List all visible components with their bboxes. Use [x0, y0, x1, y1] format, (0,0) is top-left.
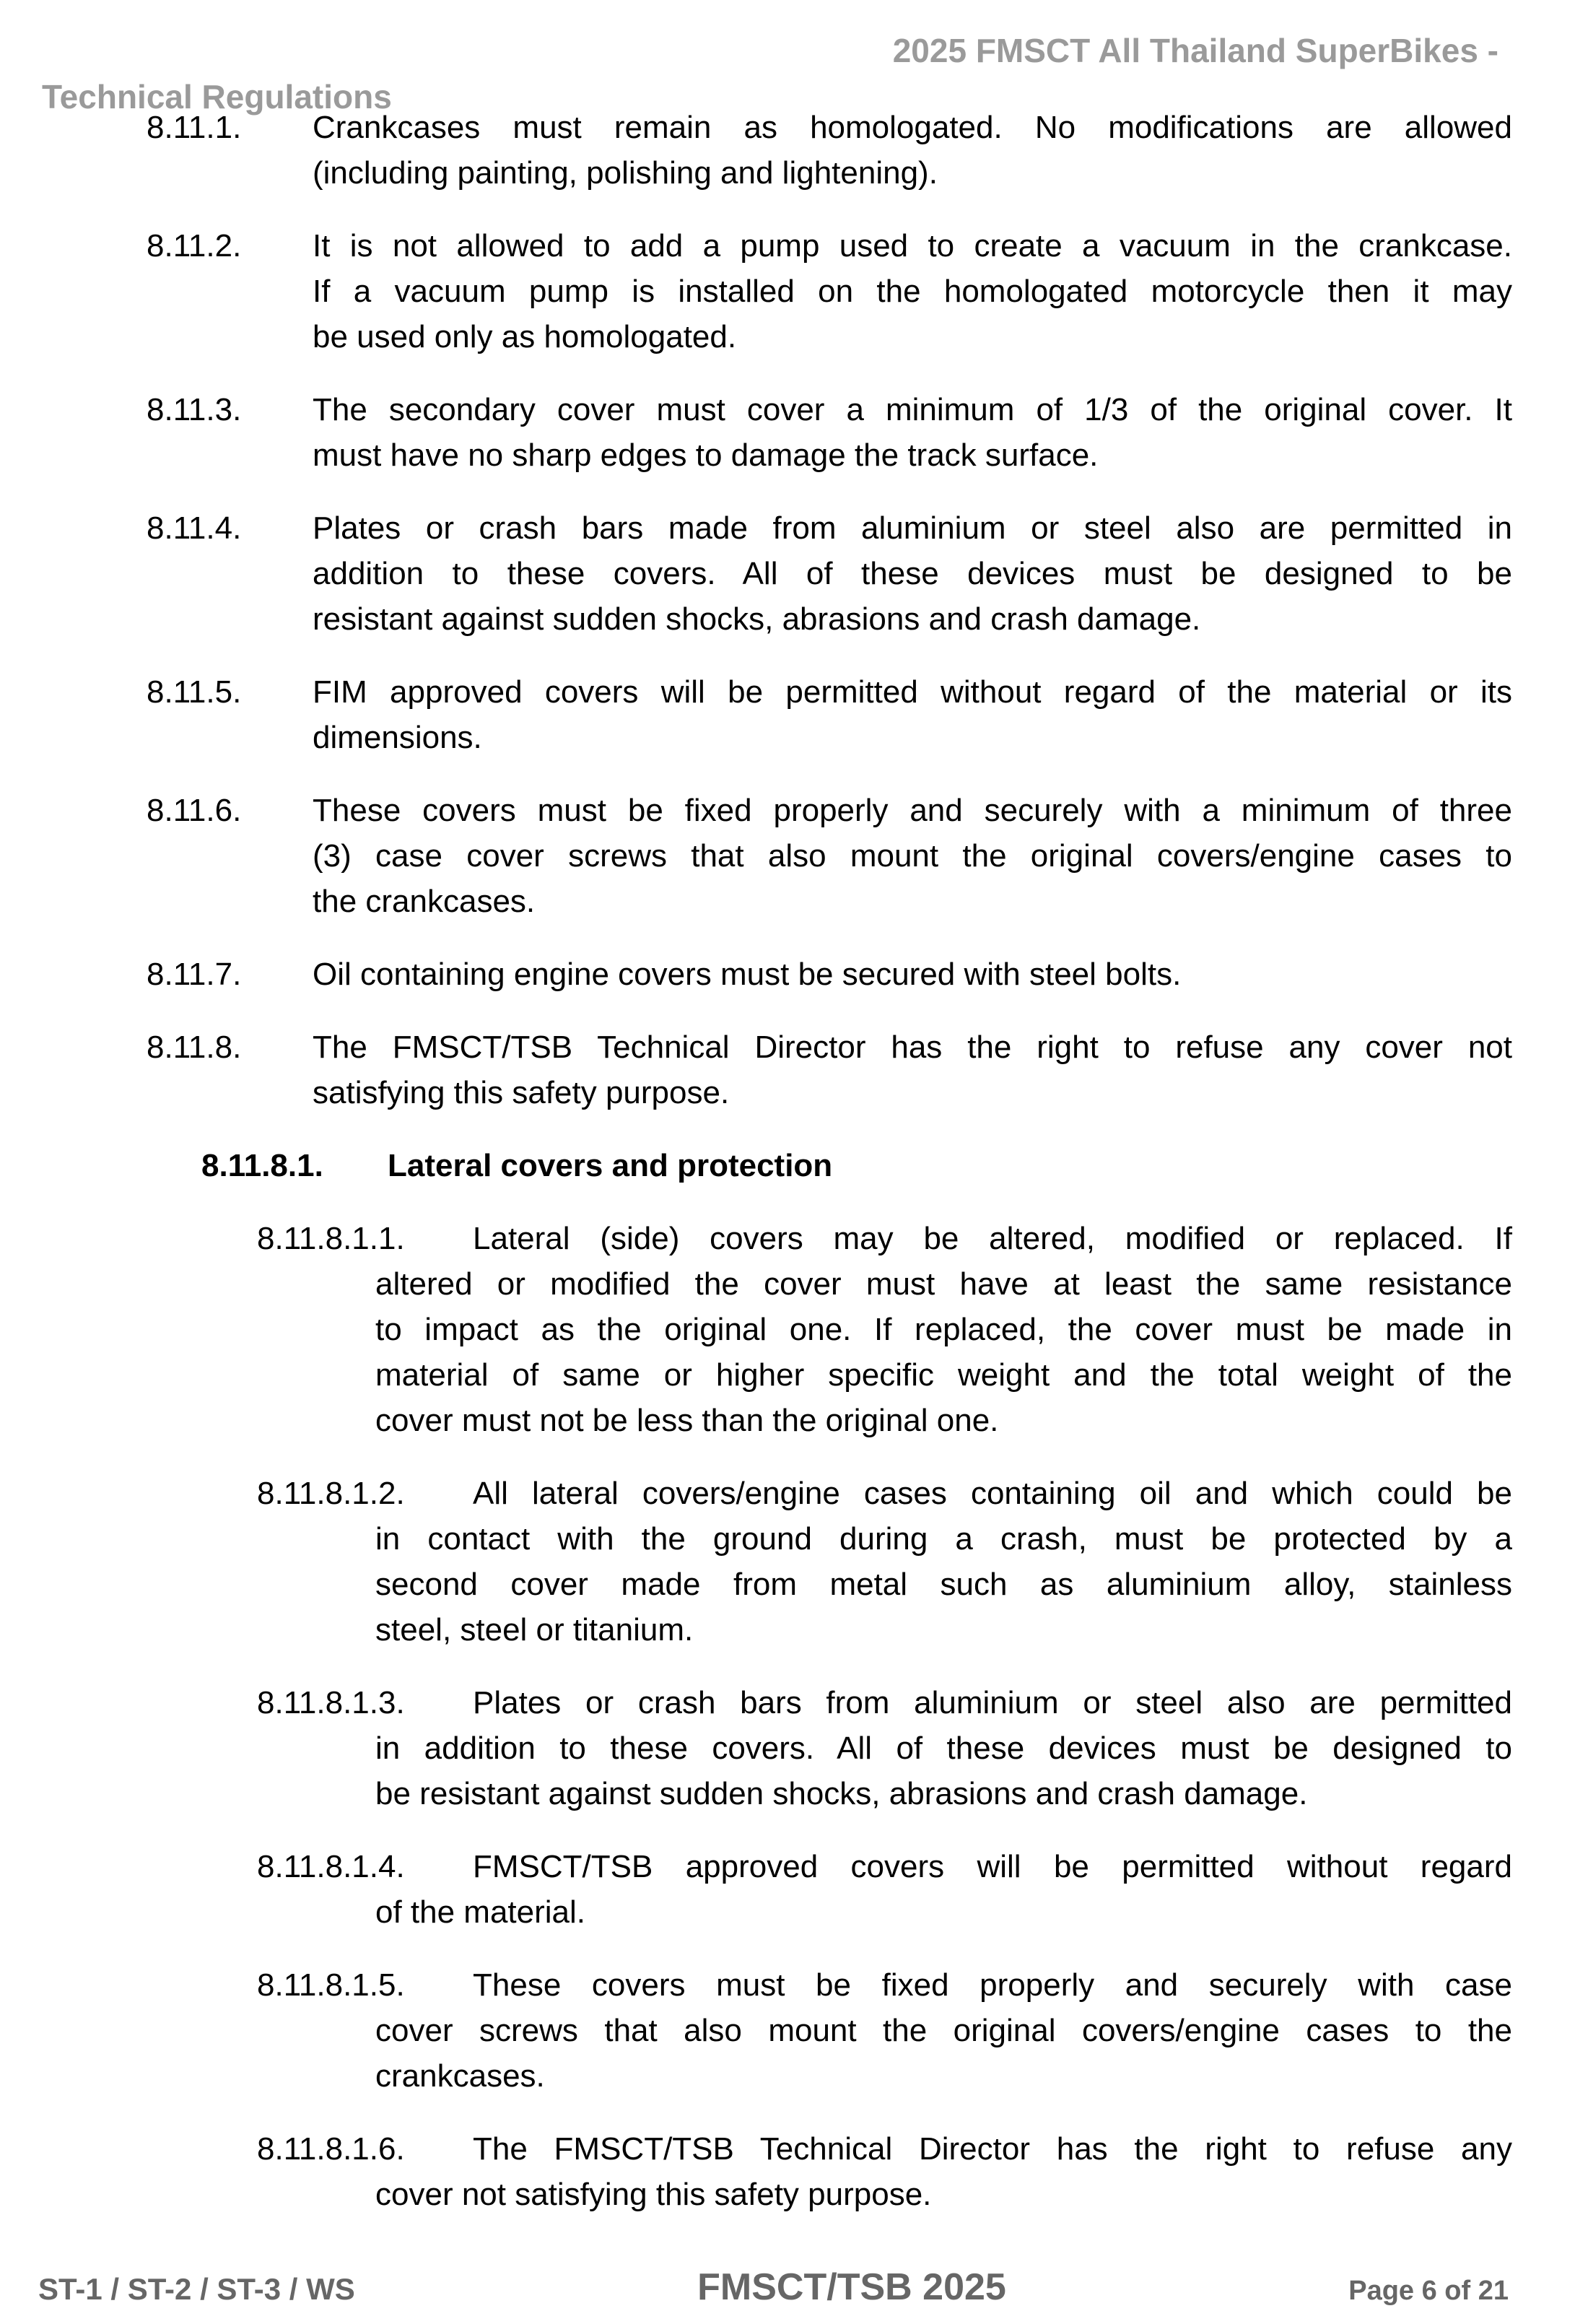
item-text: [375, 1216, 1512, 1443]
item-8-11-8-1-6: [257, 2126, 1512, 2217]
item-number: 8.11.6.: [147, 793, 242, 828]
text-line: cover not satisfying this safety purpose.: [375, 2177, 932, 2212]
item-8-11-7: [147, 952, 1512, 997]
text-line: The FMSCT/TSB Technical Director has the right to refuse any cover not: [313, 1030, 1512, 1065]
item-text: [375, 1962, 1512, 2099]
item-text: [313, 669, 1512, 760]
text-line: These covers must be fixed properly and securely with case: [473, 1967, 1512, 2003]
text-line: cover screws that also mount the original covers/engine cases to the: [375, 2013, 1512, 2048]
text-line: Lateral (side) covers may be altered, modified or replaced. If: [473, 1221, 1512, 1256]
item-text: [313, 788, 1512, 924]
text-line: material of same or higher specific weight and the total weight of the: [375, 1357, 1512, 1393]
text-line: cover must not be less than the original one.: [375, 1403, 999, 1438]
item-number: 8.11.7.: [147, 957, 242, 992]
text-line: These covers must be fixed properly and securely with a minimum of three: [313, 793, 1512, 828]
item-number: 8.11.8.1.5.: [257, 1967, 405, 2003]
section-heading-8-11-8-1: [201, 1143, 1512, 1188]
item-8-11-2: [147, 223, 1512, 360]
text-line: be used only as homologated.: [313, 319, 737, 354]
item-8-11-5: [147, 669, 1512, 760]
text-line: FMSCT/TSB approved covers will be permitted without regard: [473, 1849, 1512, 1884]
item-number: 8.11.8.1.6.: [257, 2131, 405, 2167]
item-number: 8.11.2.: [147, 228, 242, 264]
item-8-11-8-1-2: [257, 1471, 1512, 1653]
text-line: Crankcases must remain as homologated. No modifications are allowed: [313, 110, 1512, 145]
item-text: [375, 2126, 1512, 2217]
item-8-11-8-1-5: [257, 1962, 1512, 2099]
text-line: of the material.: [375, 1894, 586, 1930]
section-heading-text: [388, 1143, 1512, 1188]
header-title-left: Technical Regulations: [42, 78, 392, 116]
item-text: [313, 952, 1512, 997]
item-number: 8.11.8.1.1.: [257, 1221, 405, 1256]
text-line: The secondary cover must cover a minimum of 1/3 of the original cover. It: [313, 392, 1512, 427]
document-body: [0, 105, 1575, 2245]
text-line: (including painting, polishing and lightening).: [313, 155, 938, 191]
text-line: addition to these covers. All of these devices must be designed to be: [313, 556, 1512, 591]
item-8-11-8-1-4: [257, 1844, 1512, 1935]
text-line: be resistant against sudden shocks, abrasions and crash damage.: [375, 1776, 1308, 1811]
text-line: Plates or crash bars from aluminium or steel also are permitted: [473, 1685, 1512, 1720]
text-line: the crankcases.: [313, 884, 536, 919]
text-line: dimensions.: [313, 720, 482, 755]
item-number: 8.11.8.1.3.: [257, 1685, 405, 1720]
text-line: second cover made from metal such as aluminium alloy, stainless: [375, 1567, 1512, 1602]
item-text: [375, 1471, 1512, 1653]
text-line: Plates or crash bars made from aluminium or steel also are permitted in: [313, 510, 1512, 546]
header-title-right: 2025 FMSCT All Thailand SuperBikes -: [892, 32, 1498, 69]
text-line: must have no sharp edges to damage the track surface.: [313, 438, 1099, 473]
text-line: (3) case cover screws that also mount the original covers/engine cases to: [313, 838, 1512, 874]
text-line: Oil containing engine covers must be secured with steel bolts.: [313, 957, 1182, 992]
page-footer: [38, 2266, 1509, 2309]
text-line: resistant against sudden shocks, abrasions and crash damage.: [313, 601, 1201, 637]
footer-document-label: FMSCT/TSB 2025: [697, 2266, 1006, 2308]
text-line: to impact as the original one. If replaced, the cover must be made in: [375, 1312, 1512, 1347]
text-line: altered or modified the cover must have at least the same resistance: [375, 1266, 1512, 1302]
item-text: [313, 387, 1512, 478]
item-number: 8.11.8.1.: [201, 1148, 323, 1183]
item-text: [313, 223, 1512, 360]
text-line: in addition to these covers. All of these devices must be designed to: [375, 1731, 1512, 1766]
text-line: Lateral covers and protection: [388, 1148, 833, 1183]
item-number: 8.11.8.1.4.: [257, 1849, 405, 1884]
text-line: in contact with the ground during a crash, must be protected by a: [375, 1521, 1512, 1557]
item-number: 8.11.3.: [147, 392, 242, 427]
item-text: [313, 1024, 1512, 1115]
text-line: FIM approved covers will be permitted without regard of the material or its: [313, 674, 1512, 710]
text-line: satisfying this safety purpose.: [313, 1075, 730, 1110]
item-number: 8.11.4.: [147, 510, 242, 546]
text-line: All lateral covers/engine cases containing oil and which could be: [473, 1476, 1512, 1511]
text-line: It is not allowed to add a pump used to create a vacuum in the crankcase.: [313, 228, 1512, 264]
text-line: crankcases.: [375, 2058, 545, 2094]
item-number: 8.11.8.: [147, 1030, 242, 1065]
text-line: If a vacuum pump is installed on the homologated motorcycle then it may: [313, 274, 1512, 309]
footer-classes-label: ST-1 / ST-2 / ST-3 / WS: [38, 2272, 355, 2306]
footer-page-number: Page 6 of 21: [1348, 2276, 1509, 2306]
item-8-11-6: [147, 788, 1512, 924]
item-8-11-8: [147, 1024, 1512, 1115]
item-8-11-8-1-3: [257, 1680, 1512, 1816]
item-number: 8.11.5.: [147, 674, 242, 710]
item-8-11-1: [147, 105, 1512, 196]
item-8-11-4: [147, 505, 1512, 642]
item-text: [313, 505, 1512, 642]
text-line: The FMSCT/TSB Technical Director has the right to refuse any: [473, 2131, 1512, 2167]
item-8-11-8-1-1: [257, 1216, 1512, 1443]
item-number: 8.11.1.: [147, 110, 242, 145]
text-line: steel, steel or titanium.: [375, 1612, 694, 1648]
item-8-11-3: [147, 387, 1512, 478]
item-text: [375, 1844, 1512, 1935]
item-text: [313, 105, 1512, 196]
item-text: [375, 1680, 1512, 1816]
item-number: 8.11.8.1.2.: [257, 1476, 405, 1511]
